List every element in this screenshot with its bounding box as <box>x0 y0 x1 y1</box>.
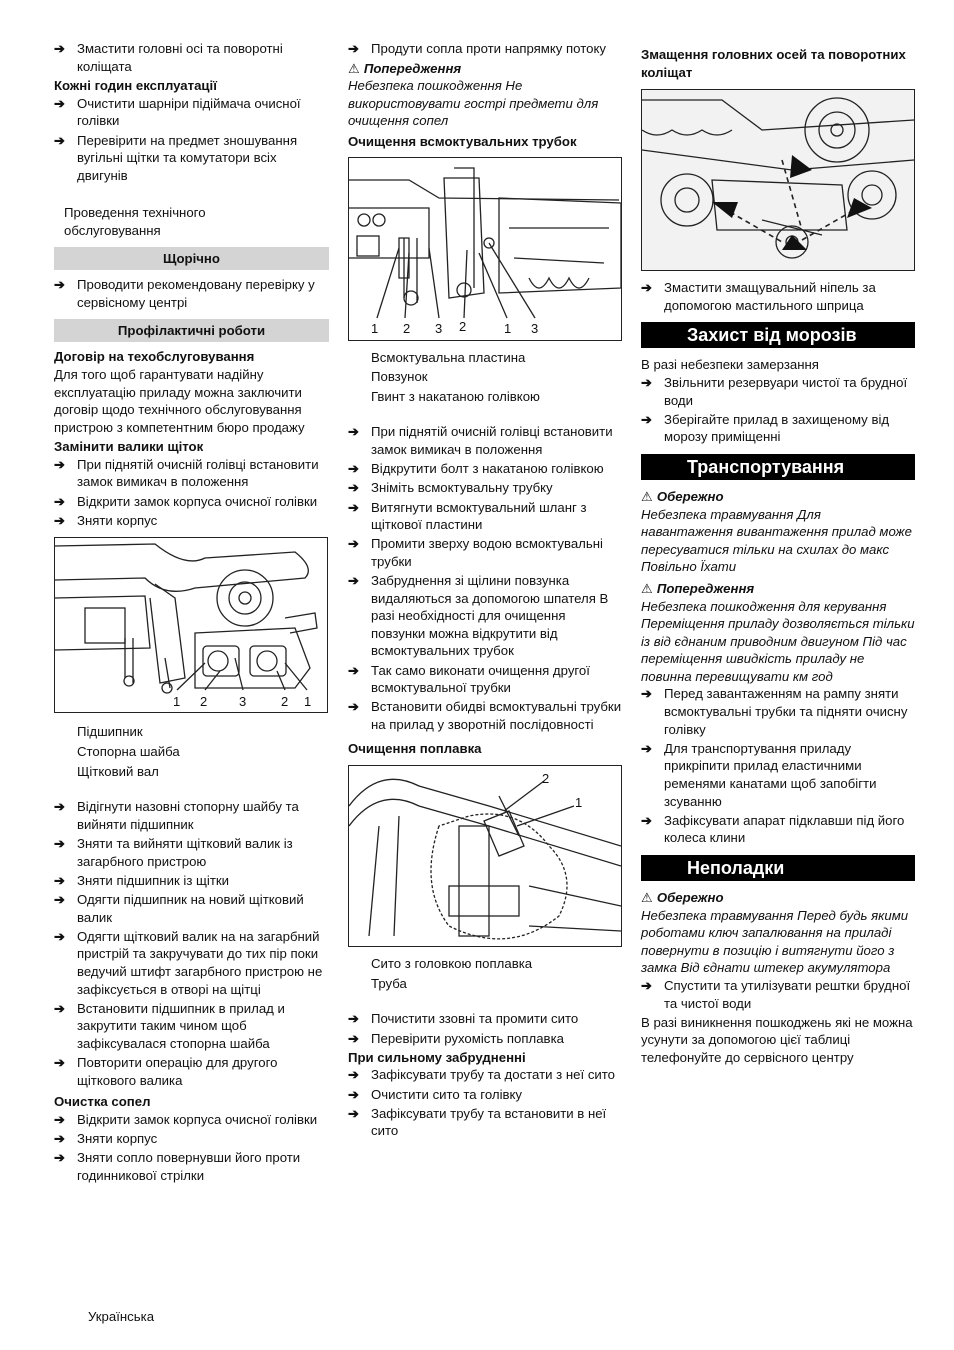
caution-heading <box>641 488 915 506</box>
warning-triangle-icon: ⚠ <box>641 890 653 905</box>
warning-heading <box>641 580 915 598</box>
bullet-item: ➔ Зберігайте прилад в захищеному від морозу приміщенні <box>641 411 915 446</box>
bullet-item: ➔ При піднятій очисній голівці встановити замок вимикач в положення <box>348 423 622 458</box>
frost-intro: В разі небезпеки замерзання <box>641 357 819 373</box>
figure-label: 2 <box>459 318 467 334</box>
bullet-item: ➔ Відкрутити болт з накатаною голівкою <box>348 460 622 478</box>
bullet-item: ➔ Зафіксувати трубу та встановити в неї сито <box>348 1105 622 1140</box>
figure-brush-roller <box>54 537 328 713</box>
heading-replace-rollers: Замінити валики щіток <box>54 439 204 455</box>
warning-label: Попередження <box>656 580 755 596</box>
figure-label: 1 <box>371 320 379 336</box>
suction-tube-illustration <box>349 158 621 340</box>
bullet-item: ➔ Повторити операцію для другого щіткового валика <box>54 1054 329 1089</box>
figure-lubrication <box>641 89 915 271</box>
bullet-item: ➔ Забруднення зі щілини повзунка видаляються за допомогою шпателя В разі необхідності для очищення повзунки можна відкрутити від всмоктувальних трубок <box>348 572 622 660</box>
bullet-item: ➔ Почистити ззовні та промити сито <box>348 1010 622 1028</box>
caution-text: Небезпека травмування Перед будь якими роботами ключ запалювання на приладі повернути в позицію і витягнути його з замка Від єднати штекер акумулятора <box>641 907 909 976</box>
heading-float-cleaning: Очищення поплавка <box>348 740 482 756</box>
bullet-item: ➔ При піднятій очисній голівці встановити замок вимикач в положення <box>54 456 329 491</box>
bullet-item: ➔ Промити зверху водою всмоктувальні трубки <box>348 535 622 570</box>
section-bar-transport: Транспортування <box>641 454 915 480</box>
bullet-item: ➔ Очистити шарніри підіймача очисної голівки <box>54 95 329 130</box>
bullet-item: ➔ Спустити та утилізувати рештки брудної та чистої води <box>641 977 915 1012</box>
warning-label: Попередження <box>363 60 462 76</box>
heading-contract: Договір на техобслуговування <box>54 349 255 365</box>
warning-triangle-icon: ⚠ <box>641 488 653 504</box>
bullet-item: ➔ Звільнити резервуари чистої та брудної води <box>641 374 915 409</box>
bullet-item: ➔ Продути сопла проти напрямку потоку <box>348 40 622 58</box>
heading-nozzle-cleaning: Очистка сопел <box>54 1094 151 1110</box>
legend-item: Щітковий вал <box>77 763 159 779</box>
bullet-item: ➔ Очистити сито та голівку <box>348 1086 622 1104</box>
caution-label: Обережно <box>656 488 724 504</box>
bullet-item: ➔ Зняти корпус <box>54 1130 329 1148</box>
figure-label: 2 <box>542 771 550 787</box>
bullet-item: ➔ Перевірити рухомість поплавка <box>348 1030 622 1048</box>
heading-every-hours: Кожні годин експлуатації <box>54 78 217 94</box>
warning-text: Небезпека пошкодження для керування Переміщення приладу дозволяється тільки із від єднаним приводним двигуном Під час переміщення швидкість приладу не повинна перевищувати км год <box>641 598 915 684</box>
figure-label: 2 <box>403 320 411 336</box>
heading-suction-tubes: Очищення всмоктувальних трубок <box>348 133 577 149</box>
legend-item: Підшипник <box>77 724 143 740</box>
bullet-item: ➔ Відкрити замок корпуса очисної голівки <box>54 1111 329 1129</box>
warning-heading <box>348 60 622 78</box>
warning-triangle-icon: ⚠ <box>641 580 653 596</box>
contract-text: Для того щоб гарантувати надійну експлуатацію приладу можна заключити договір щодо технічного обслуговування пристрою з компетентним бюро продажу <box>54 366 305 435</box>
section-bar-frost: Захист від морозів <box>641 322 915 348</box>
bullet-item: ➔ Змастити головні осі та поворотні коліщата <box>54 40 329 75</box>
bullet-item: ➔ Змастити змащувальний ніпель за допомогою мастильного шприца <box>641 279 915 314</box>
figure-label: 1 <box>504 320 512 336</box>
bullet-item: ➔ Для транспортування приладу прикріпити прилад еластичними ременями канатами щоб запобігти зсуванню <box>641 740 915 810</box>
bullet-item: ➔ Встановити підшипник в прилад и закрутити таким чином щоб зафіксувалася стопорна шайба <box>54 1000 329 1053</box>
bullet-item: ➔ Одягти підшипник на новий щітковий валик <box>54 891 329 926</box>
figure-float <box>348 765 622 947</box>
bullet-item: ➔ Відігнути назовні стопорну шайбу та вийняти підшипник <box>54 798 329 833</box>
caution-text: Небезпека травмування Для навантаження вивантаження прилад може пересуватися тільки на схилах до макс Повільно Їхати <box>641 506 912 575</box>
legend-item: Сито з головкою поплавка <box>371 956 533 972</box>
legend-item: Повзунок <box>371 369 428 385</box>
bullet-item: ➔ Зняти корпус <box>54 512 329 530</box>
legend-item: Гвинт з накатаною голівкою <box>371 388 540 404</box>
legend-item: Стопорна шайба <box>77 744 180 760</box>
warning-triangle-icon: ⚠ <box>348 60 360 76</box>
bullet-item: ➔ Зніміть всмоктувальну трубку <box>348 479 622 497</box>
column-middle <box>348 40 622 1142</box>
figure-label: 2 <box>281 694 289 710</box>
bullet-item: ➔ Витягнути всмоктувальний шланг з щіткової пластини <box>348 499 622 534</box>
section-bar-faults: Неполадки <box>641 855 915 881</box>
figure-label: 1 <box>575 795 583 811</box>
bullet-item: ➔ Перевірити на предмет зношування вугільні щітки та комутатори всіх двигунів <box>54 132 329 185</box>
bullet-item: ➔ Зняти та вийняти щітковий валик із загарбного пристрою <box>54 835 329 870</box>
section-bar-yearly: Щорічно <box>54 247 329 270</box>
heading-lubrication: Змащення головних осей та поворотних коліщат <box>641 47 906 80</box>
float-illustration <box>349 766 621 946</box>
bullet-item: ➔ Зняти підшипник із щітки <box>54 872 329 890</box>
caution-heading <box>641 889 915 907</box>
lubrication-illustration <box>642 90 914 270</box>
bullet-item: ➔ Одягти щітковий валик на на загарбний пристрій та закручувати до тих пір поки ведучий штифт загарбного пристрою не зафіксується в отворі на щітці <box>54 928 329 998</box>
figure-label: 3 <box>239 694 247 710</box>
bullet-item: ➔ Так само виконати очищення другої всмоктувальної трубки <box>348 662 622 697</box>
page-footer-language: Українська <box>88 1309 155 1324</box>
caution-label: Обережно <box>656 890 724 905</box>
bullet-item: ➔ Встановити обидві всмоктувальні трубки на прилад у зворотній послідовності <box>348 698 622 733</box>
faults-text: В разі виникнення пошкоджень які не можна усунути за допомогою цієї таблиці телефонуйте до сервісного центру <box>641 1014 913 1065</box>
bullet-item: ➔ Перед завантаженням на рампу зняти всмоктувальні трубки та підняти очисну голівку <box>641 685 915 738</box>
bullet-item: ➔ Зафіксувати апарат підклавши під його колеса клини <box>641 812 915 847</box>
bullet-item: ➔ Зняти сопло повернувши його проти годинникової стрілки <box>54 1149 329 1184</box>
column-right <box>641 40 915 1067</box>
figure-label: 3 <box>531 320 539 336</box>
figure-label: 3 <box>435 320 443 336</box>
heading-heavy-dirt: При сильному забрудненні <box>348 1049 526 1065</box>
bullet-item: ➔ Зафіксувати трубу та достати з неї сито <box>348 1066 622 1084</box>
brush-head-illustration <box>55 538 327 712</box>
figure-label: 1 <box>173 694 181 710</box>
figure-label: 1 <box>304 694 312 710</box>
legend-item: Всмоктувальна пластина <box>371 349 526 365</box>
section-bar-preventive: Профілактичні роботи <box>54 319 329 342</box>
figure-label: 2 <box>200 694 208 710</box>
legend-item: Труба <box>371 975 407 991</box>
bullet-item: ➔ Проводити рекомендовану перевірку у сервісному центрі <box>54 276 329 311</box>
figure-suction-tubes <box>348 157 622 341</box>
bullet-item: ➔ Відкрити замок корпуса очисної голівки <box>54 493 329 511</box>
maintenance-text: Проведення технічного обслуговування <box>64 204 206 238</box>
warning-text: Небезпека пошкодження Не використовувати гострі предмети для очищення сопел <box>348 78 599 129</box>
column-left <box>54 40 329 1186</box>
